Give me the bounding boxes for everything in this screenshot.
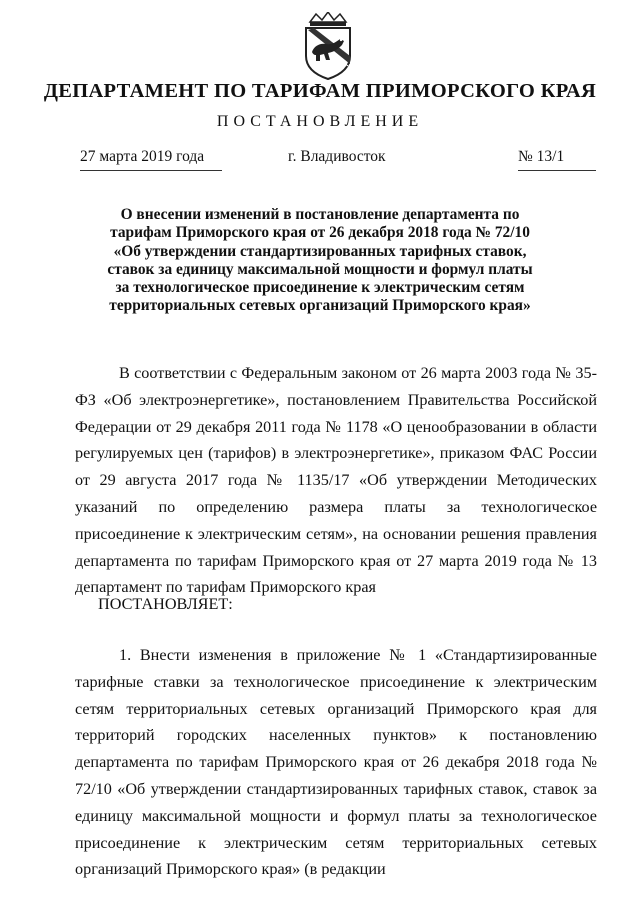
- document-subject: О внесении изменений в постановление департамента по тарифам Приморского края от 26 декабря 2018 года № 72/10 «Об утверждении стандартизированных тарифных ставок, ставок за единицу максимальной мощности и формул платы за технологическое присоединение к электрическим сетям территориальных сетевых организаций Приморского края»: [107, 206, 533, 315]
- document-type: ПОСТАНОВЛЕНИЕ: [216, 113, 424, 130]
- document-date: 27 марта 2019 года: [80, 148, 222, 171]
- document-city: г. Владивосток: [288, 148, 386, 165]
- department-title: ДЕПАРТАМЕНТ ПО ТАРИФАМ ПРИМОРСКОГО КРАЯ: [43, 80, 597, 102]
- item-1-paragraph: 1. Внести изменения в приложение № 1 «Стандартизированные тарифные ставки за технологическое присоединение к электрическим сетям территориальных сетевых организаций Приморского края для территорий городских населенных пунктов» к постановлению департамента по тарифам Приморского края от 26 декабря 2018 года № 72/10 «Об утверждении стандартизированных тарифных ставок, ставок за единицу максимальной мощности и формул платы за технологическое присоединение к электрическим сетям территориальных сетевых организаций Приморского края» (в редакции: [75, 646, 597, 879]
- preamble-paragraph: В соответствии с Федеральным законом от 26 марта 2003 года № 35-ФЗ «Об электроэнергетике», постановлением Правительства Российской Федерации от 29 декабря 2011 года № 1178 «О ценообразовании в области регулируемых цен (тарифов) в электроэнергетике», приказом ФАС России от 29 августа 2017 года № 1135/17 «Об утверждении Методических указаний по определению размера платы за технологическое присоединение к электрическим сетям», на основании решения правления департамента по тарифам Приморского края от 27 марта 2019 года № 13 департамент по тарифам Приморского края: [75, 364, 597, 597]
- coat-of-arms-icon: [298, 12, 358, 80]
- document-number: № 13/1: [518, 148, 596, 171]
- decree-heading: ПОСТАНОВЛЯЕТ:: [98, 595, 233, 613]
